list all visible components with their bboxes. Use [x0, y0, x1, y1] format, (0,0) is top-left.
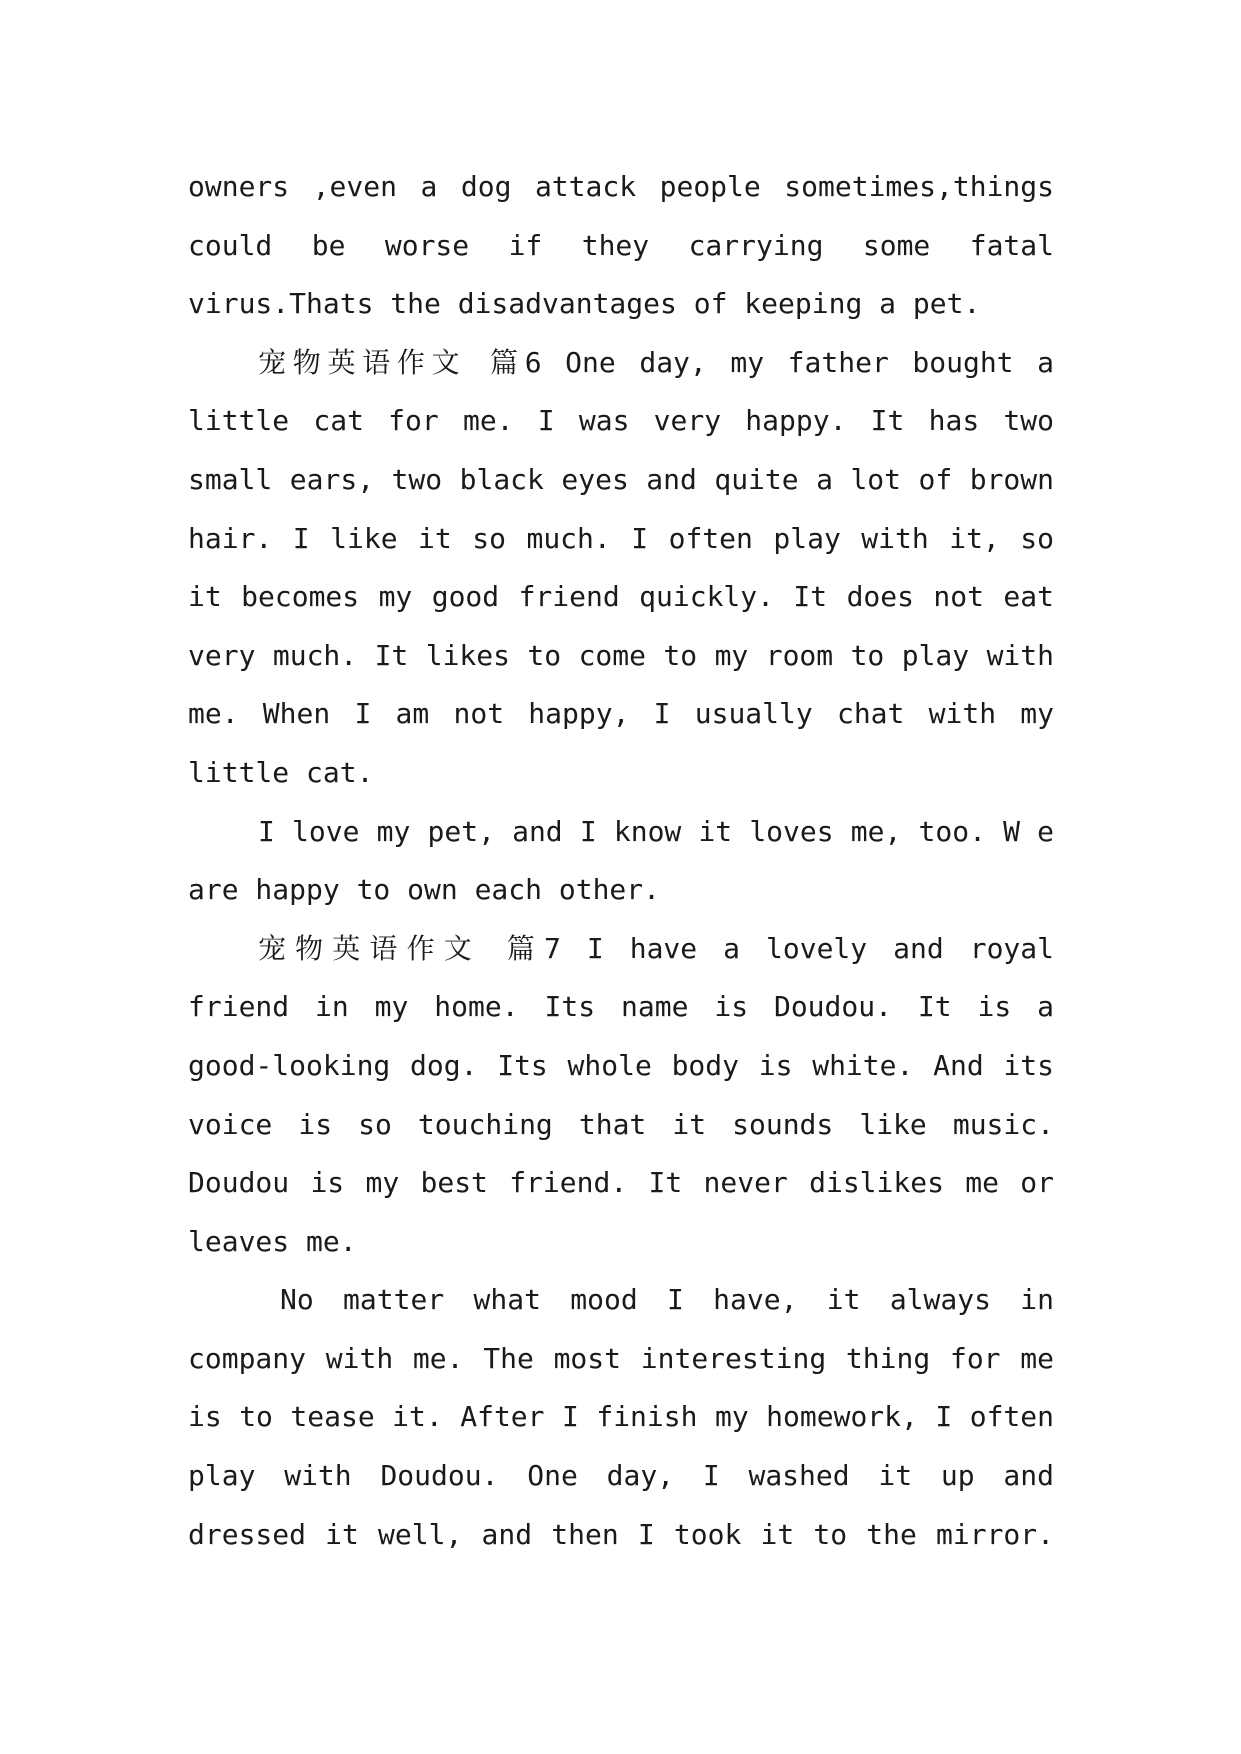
text-line: owners ,even a dog attack people sometimes,things: [188, 170, 1054, 203]
text-line: company with me. The most interesting thing for me: [188, 1341, 1054, 1375]
text-line: voice is so touching that it sounds like music.: [188, 1107, 1054, 1141]
text-line: small ears, two black eyes and quite a lot of brown: [188, 462, 1054, 496]
text-line: virus.Thats the disadvantages of keeping a pet.: [188, 287, 981, 321]
text-line: Doudou is my best friend. It never dislikes me or: [188, 1166, 1054, 1200]
text-line: are happy to own each other.: [188, 873, 661, 907]
text-line: leaves me.: [188, 1224, 357, 1258]
text-line: good-looking dog. Its whole body is white. And its: [188, 1048, 1054, 1082]
text-line: very much. It likes to come to my room to play with: [188, 638, 1054, 672]
text-line: dressed it well, and then I took it to the mirror.: [188, 1517, 1054, 1551]
text-line: I love my pet, and I know it loves me, too. W e: [258, 814, 1054, 848]
text-line: could be worse if they carrying some fatal: [188, 228, 1054, 262]
text-line: me. When I am not happy, I usually chat with my: [188, 697, 1054, 731]
text-line: little cat.: [188, 755, 374, 789]
text-line: No matter what mood I have, it always in: [280, 1283, 1054, 1317]
essay-text: [188, 158, 1054, 1564]
section-heading-line: 宠物英语作文 篇7 I have a lovely and royal: [258, 931, 1054, 965]
text-line: little cat for me. I was very happy. It has two: [188, 404, 1054, 438]
text-line: hair. I like it so much. I often play with it, so: [188, 521, 1054, 555]
text-line: is to tease it. After I finish my homework, I often: [188, 1400, 1054, 1434]
text-line: it becomes my good friend quickly. It does not eat: [188, 580, 1054, 614]
text-line: play with Doudou. One day, I washed it up and: [188, 1459, 1054, 1493]
section-heading-line: 宠物英语作文 篇6 One day, my father bought a: [258, 345, 1054, 379]
text-line: friend in my home. Its name is Doudou. It is a: [188, 990, 1054, 1024]
